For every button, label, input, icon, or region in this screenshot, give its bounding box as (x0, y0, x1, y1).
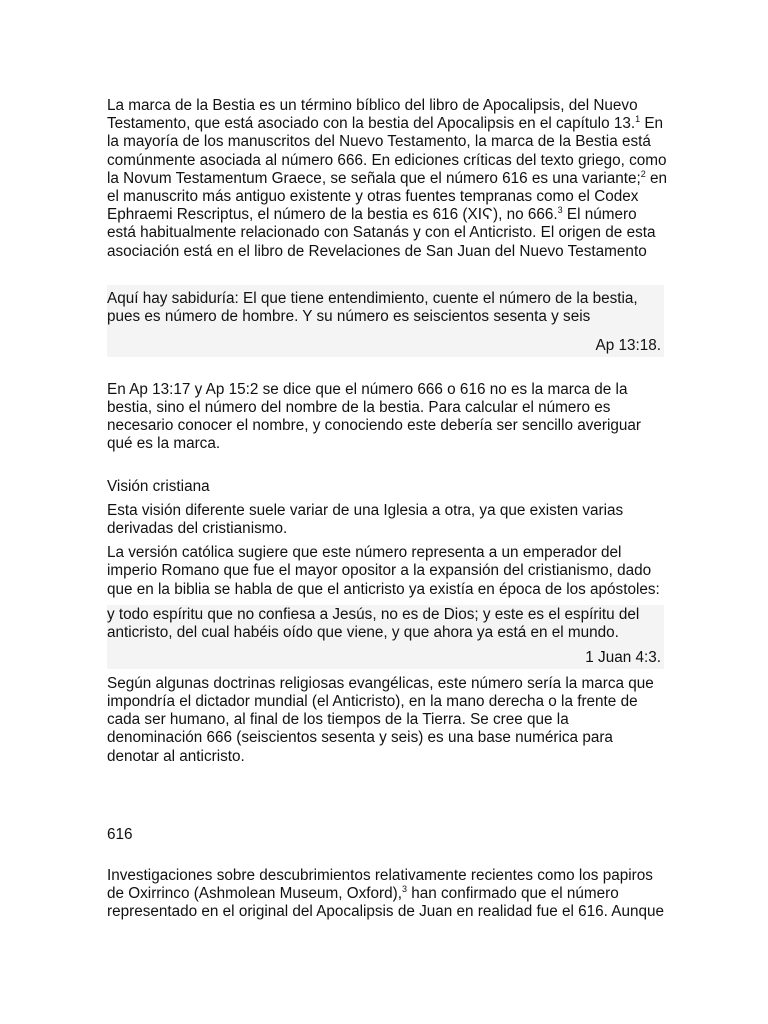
quote-reference: 1 Juan 4:3. (585, 649, 661, 667)
christian-paragraph-2: La versión católica sugiere que este número representa a un emperador del imperio Romano que fue el mayor opositor a la expansión del cristianismo, dado que en la biblia se habla de que el anticristo ya existía en época de los apóstoles: (107, 544, 660, 598)
section-616-text-1: Investigaciones sobre descubrimientos relativamente recientes como los papiros de Oxirrinco (Ashmolean Museum, Oxford), (107, 867, 653, 903)
quote-text: y todo espíritu que no confiesa a Jesús, no es de Dios; y este es el espíritu del anticristo, del cual habéis oído que viene, y que ahora ya está en el mundo. (107, 605, 640, 642)
mark-number-paragraph: En Ap 13:17 y Ap 15:2 se dice que el número 666 o 616 no es la marca de la bestia, sino el número del nombre de la bestia. Para calcular el número es necesario conocer el nombre, y conociendo este debería ser sencillo averiguar qué es la marca. (107, 380, 641, 453)
section-title-616: 616 (107, 825, 133, 843)
section-616-paragraph (107, 867, 667, 922)
intro-text-4: El número está habitualmente relacionado con Satanás y con el Anticristo. El origen de esta asociación está en el libro de Revelaciones de San Juan del Nuevo Testamento (107, 206, 656, 260)
christian-paragraph-1: Esta visión diferente suele variar de una Iglesia a otra, ya que existen varias derivadas del cristianismo. (107, 501, 624, 538)
footnote-ref-3b[interactable]: 3 (402, 884, 408, 895)
footnote-ref-2[interactable]: 2 (640, 168, 646, 179)
document-page (107, 97, 667, 922)
scripture-quote-apocalypse (107, 285, 664, 357)
scripture-quote-john (107, 605, 664, 669)
section-title-christian-vision: Visión cristiana (107, 477, 210, 495)
intro-text-1: La marca de la Bestia es un término bíblico del libro de Apocalipsis, del Nuevo Testamento, que está asociado con la bestia del Apocalipsis en el capítulo 13. (107, 97, 638, 133)
quote-text: Aquí hay sabiduría: El que tiene entendimiento, cuente el número de la bestia, pues es número de hombre. Y su número es seiscientos sesenta y seis (107, 289, 638, 326)
evangelical-paragraph: Según algunas doctrinas religiosas evangélicas, este número sería la marca que impondría el dictador mundial (el Anticristo), en la mano derecha o la frente de cada ser humano, al final de los tiempos de la Tierra. Se cree que la denominación 666 (seiscientos sesenta y seis) es una base numérica para denotar al anticristo. (107, 674, 654, 765)
section-616-text-2: han confirmado que el número representado en el original del Apocalipsis de Juan en realidad fue el 616. Aunque (107, 885, 665, 921)
intro-text-3: en el manuscrito más antiguo existente y otras fuentes tempranas como el Codex Ephraemi Rescriptus, el número de la bestia es 616 (ΧΙϚ), no 666. (107, 169, 667, 224)
footnote-ref-3[interactable]: 3 (557, 205, 563, 216)
intro-text-2: En la mayoría de los manuscritos del Nuevo Testamento, la marca de la Bestia está comúnmente asociada al número 666. En ediciones críticas del texto griego, como la Novum Testamentum Graece, se señala que el número 616 es una variante; (107, 115, 667, 187)
quote-reference: Ap 13:18. (595, 337, 661, 355)
footnote-ref-1[interactable]: 1 (635, 114, 641, 125)
intro-paragraph (107, 97, 667, 261)
